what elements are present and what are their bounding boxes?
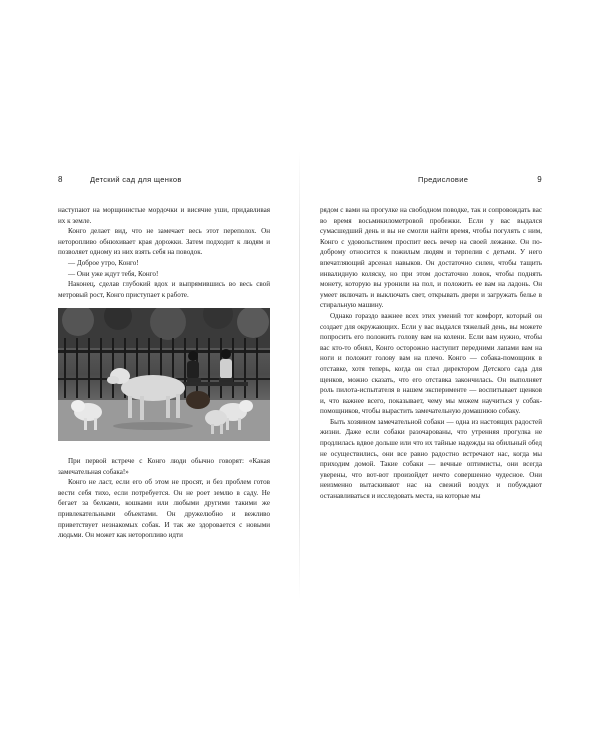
left-bottom-text — [58, 456, 270, 541]
book-spine-fold — [299, 150, 300, 600]
left-page-header — [58, 175, 270, 187]
left-top-text — [58, 205, 270, 300]
right-running-title: Предисловие — [418, 175, 469, 184]
paragraph: Однако гораздо важнее всех этих умений тот комфорт, который он создает для окружающих. Если у вас выдался тяжелый день, вы можете попросить его положить голову вам на колени. Если вам нужно, чтобы вас кто-то обнял, Конго осторожно наступит передними лапами вам на ноги и положит голову вам на плечо. Конго — собака-помощник в отставке, хотя теперь, когда он стал директором Детского сада для щенков, можно сказать, что его отставка закончилась. Он выполняет роль пилота-испытателя в нашем эксперименте — воспитывает щенков и, что важнее всего, показывает, чему мы можем научиться у собак-помощников, чтобы вырастить замечательную домашнюю собаку. — [320, 311, 542, 416]
paragraph: Наконец, сделав глубокий вдох и выпрямившись во весь свой метровый рост, Конго приступает к работе. — [58, 280, 270, 299]
left-running-title: Детский сад для щенков — [90, 175, 182, 184]
paragraph: Быть хозяином замечательной собаки — одна из настоящих радостей жизни. Даже если собаки разочарованы, что утренняя прогулка не продлилась вдвое дольше или что их тайные надежды на обильный обед не осуществились, они все равно радостно встречают нас, когда мы приходим домой. Такие собаки — вечные оптимисты, они всегда уверены, что вот-вот произойдет нечто совершенно чудесное. Они неизменно вытаскивают нас на свежий воздух и побуждают останавливаться и исследовать места, на которые мы — [320, 417, 542, 501]
left-page-number: 8 — [58, 175, 63, 184]
dogs-photo — [58, 308, 270, 441]
dialogue-line: — Доброе утро, Конго! — [68, 258, 139, 267]
paragraph: рядом с вами на прогулке на свободном поводке, так и сопровождать вас во время восьмикилометровой пробежки. Если у вас выдался сумасшедший день и вы не смогли найти время, чтобы погулять с ним, Конго с удовольствием проспит весь вечер на своей лежанке. Он по-доброму относится к пожилым людям и терпелив с детьми. У него впечатляющий арсенал навыков. Он достаточно силен, чтобы тащить инвалидную коляску, но при этом достаточно ловок, чтобы поднять монету, которую вы уронили на пол, и положить ее вам на ладонь. Он умеет включать и выключать свет, открывать двери и загружать белье в стиральную машину. — [320, 206, 542, 310]
paragraph: Конго не ласт, если его об этом не просят, и без проблем готов вести себя тихо, если потребуется. Он не роет землю в саду. Не бегает за белками, кошками или любыми другими такими же привлекательными объектами. Он дружелюбно и вежливо приветствует незнакомых собак. И так же здоровается с новыми людьми. Он может как неторопливо идти — [58, 478, 270, 540]
paragraph: наступают на морщинистые мордочки и висячие уши, придавливая их к земле. — [58, 206, 270, 225]
right-page-header — [320, 175, 542, 187]
right-text — [320, 205, 542, 502]
paragraph: Конго делает вид, что не замечает весь этот переполох. Он неторопливо обнюхивает края дорожки. Затем подходит к людям и позволяет одному из них взять себя на поводок. — [58, 227, 270, 257]
dialogue-line: — Они уже ждут тебя, Конго! — [68, 269, 159, 278]
right-page-number: 9 — [537, 175, 542, 184]
paragraph: При первой встрече с Конго люди обычно говорят: «Какая замечательная собака!» — [58, 457, 270, 476]
